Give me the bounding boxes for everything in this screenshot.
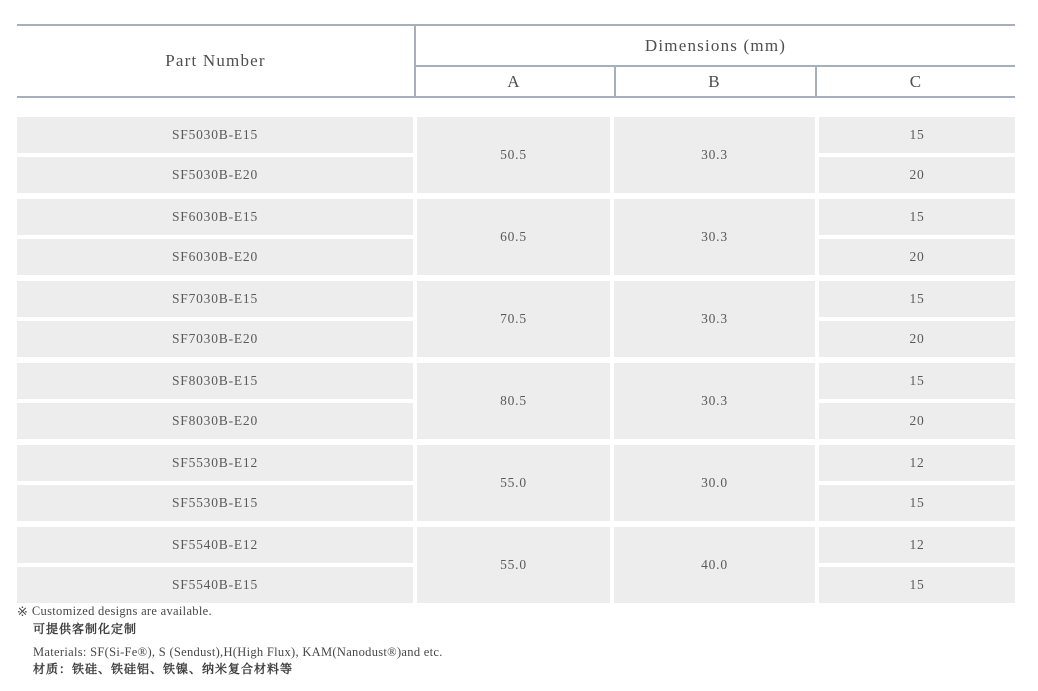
dimension-c-cell: 20	[819, 321, 1015, 357]
dimension-c-cell: 20	[819, 239, 1015, 275]
table-group-sf5530b	[17, 445, 1015, 521]
part-number-cell: SF7030B-E15	[17, 281, 413, 317]
table-group-sf8030b	[17, 363, 1015, 439]
dimension-a-cell: 50.5	[417, 117, 610, 193]
dimension-c-cell: 15	[819, 567, 1015, 603]
part-number-cell: SF7030B-E20	[17, 321, 413, 357]
dimension-b-cell: 30.3	[614, 117, 815, 193]
header-bottom-rule	[17, 96, 1015, 98]
part-number-cell: SF8030B-E15	[17, 363, 413, 399]
dimension-b-cell: 30.3	[614, 281, 815, 357]
table-group-sf6030b	[17, 199, 1015, 275]
part-number-cell: SF5530B-E15	[17, 485, 413, 521]
dimension-b-cell: 30.0	[614, 445, 815, 521]
dimensions-header: Dimensions (mm)	[644, 35, 787, 55]
part-number-cell: SF5540B-E15	[17, 567, 413, 603]
dimension-a-cell: 70.5	[417, 281, 610, 357]
dimension-a-cell: 55.0	[417, 527, 610, 603]
dimension-c-cell: 15	[819, 485, 1015, 521]
dimension-c-cell: 20	[819, 403, 1015, 439]
part-number-cell: SF6030B-E15	[17, 199, 413, 235]
part-number-cell: SF8030B-E20	[17, 403, 413, 439]
dimension-c-cell: 20	[819, 157, 1015, 193]
column-header-b: B	[708, 71, 721, 91]
dimension-b-cell: 30.3	[614, 363, 815, 439]
note-materials-en: Materials: SF(Si-Fe®), S (Sendust),H(High Flux), KAM(Nanodust®)and etc.	[33, 645, 443, 659]
dimension-c-cell: 15	[819, 281, 1015, 317]
dimension-a-cell: 60.5	[417, 199, 610, 275]
dimension-a-cell: 80.5	[417, 363, 610, 439]
parts-table-body	[17, 117, 1015, 603]
dimension-c-cell: 15	[819, 199, 1015, 235]
part-number-cell: SF5540B-E12	[17, 527, 413, 563]
table-group-sf7030b	[17, 281, 1015, 357]
note-customized-en: Customized designs are available.	[31, 604, 212, 618]
dimension-c-cell: 12	[819, 445, 1015, 481]
note-customized-cn: 可提供客制化定制	[33, 622, 138, 636]
table-group-sf5540b	[17, 527, 1015, 603]
dimension-c-cell: 12	[819, 527, 1015, 563]
dimension-b-cell: 40.0	[614, 527, 815, 603]
dimension-c-cell: 15	[819, 117, 1015, 153]
reference-mark-icon: ※	[17, 604, 28, 619]
note-materials-cn: 材质：铁硅、铁硅铝、铁镍、纳米复合材料等	[33, 662, 294, 676]
dimension-b-cell: 30.3	[614, 199, 815, 275]
dimension-a-cell: 55.0	[417, 445, 610, 521]
footnotes	[17, 604, 443, 677]
part-number-cell: SF5030B-E20	[17, 157, 413, 193]
dimension-c-cell: 15	[819, 363, 1015, 399]
part-number-header: Part Number	[165, 51, 266, 70]
part-number-cell: SF6030B-E20	[17, 239, 413, 275]
table-group-sf5030b	[17, 117, 1015, 193]
part-number-cell: SF5530B-E12	[17, 445, 413, 481]
column-header-a: A	[507, 71, 521, 91]
column-header-c: C	[909, 71, 923, 91]
part-number-cell: SF5030B-E15	[17, 117, 413, 153]
